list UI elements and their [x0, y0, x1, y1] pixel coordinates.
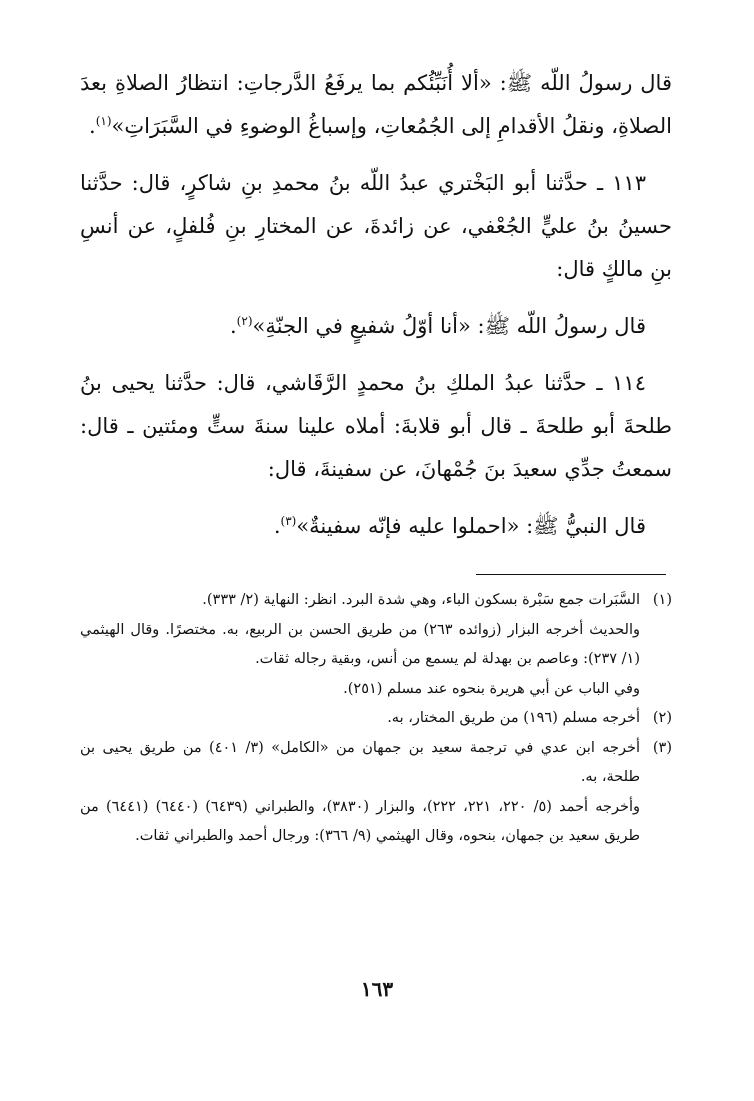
- footnote-line: أخرجه ابن عدي في ترجمة سعيد بن جمهان من «الكامل» (٣/ ٤٠١) من طريق يحيى بن طلحة، به.: [80, 739, 640, 785]
- footnote-1: [80, 586, 672, 704]
- paragraph-hadith-1: [80, 62, 672, 148]
- footnotes: [80, 586, 672, 852]
- paragraph-text: ١١٣ ـ حدَّثنا أبو البَخْتري عبدُ اللّه بنُ محمدِ بنِ شاكرٍ، قال: حدَّثنا حسينُ بنُ عليٍّ الجُعْفي، عن زائدةَ، عن المختارِ بنِ فُلفلٍ، عن أنسِ بنِ مالكٍ قال:: [80, 171, 672, 281]
- paragraph-end: .: [273, 514, 281, 538]
- paragraph-end: .: [229, 314, 237, 338]
- paragraph-text: قال النبيُّ ﷺ: «احملوا عليه فإنّه سفينةٌ»: [296, 514, 646, 538]
- paragraph-hadith-2: [80, 305, 672, 348]
- footnote-ref-2[interactable]: (٢): [236, 314, 253, 328]
- footnote-line: أخرجه مسلم (١٩٦) من طريق المختار، به.: [387, 710, 640, 726]
- paragraph-end: .: [89, 114, 96, 138]
- footnote-ref-1[interactable]: (١): [95, 114, 112, 128]
- paragraph-isnad-113: [80, 162, 672, 291]
- paragraph-hadith-3: [80, 505, 672, 548]
- footnote-number: (١): [652, 592, 672, 608]
- footnote-body: [80, 586, 640, 704]
- footnote-separator: [476, 574, 666, 575]
- paragraph-text: ١١٤ ـ حدَّثنا عبدُ الملكِ بنُ محمدٍ الرَّقَاشي، قال: حدَّثنا يحيى بنُ طلحةَ أبو طلحةَ ـ قال أبو قلابةَ: أملاه علينا سنةَ ستٍّ ومئتين ـ قال: سمعتُ جدِّي سعيدَ بنَ جُمْهانَ، عن سفينةَ، قال:: [80, 371, 672, 481]
- footnote-body: [80, 704, 640, 734]
- footnote-ref-3[interactable]: (٣): [280, 514, 297, 528]
- footnote-2: [80, 704, 672, 734]
- footnote-3: [80, 734, 672, 852]
- footnote-line: السَّبَرات جمع سَبْرة بسكون الباء، وهي شدة البرد. انظر: النهاية (٢/ ٣٣٣).: [202, 592, 640, 608]
- page-number: ١٦٣: [360, 977, 394, 1001]
- footnote-line: وأخرجه أحمد (٥/ ٢٢٠، ٢٢١، ٢٢٢)، والبزار (٣٨٣٠)، والطبراني (٦٤٣٩) (٦٤٤٠) (٦٤٤١) من طريق سعيد بن جمهان، بنحوه، وقال الهيثمي (٩/ ٣٦٦): ورجال أحمد والطبراني ثقات.: [80, 798, 640, 844]
- footnote-number: (٢): [652, 710, 672, 726]
- main-text: [80, 62, 672, 548]
- paragraph-text: قال رسولُ اللّه ﷺ: «ألا أُنَبِّئُكم بما يرفَعُ الدَّرجاتِ: انتظارُ الصلاةِ بعدَ الصلاةِ، ونقلُ الأقدامِ إلى الجُمُعاتِ، وإسباغُ الوضوءِ في السَّبَرَاتِ»: [80, 71, 672, 138]
- footnote-number: (٣): [652, 739, 672, 756]
- footnote-line: وفي الباب عن أبي هريرة بنحوه عند مسلم (٢٥١).: [343, 680, 640, 697]
- footnote-line: والحديث أخرجه البزار (زوائده ٢٦٣) من طريق الحسن بن الربيع، به. مختصرًا. وقال الهيثمي (١/ ٢٣٧): وعاصم بن بهدلة لم يسمع من أنس، وبقية رجاله ثقات.: [80, 621, 641, 667]
- paragraph-text: قال رسولُ اللّه ﷺ: «أنا أوّلُ شفيعٍ في الجنّةِ»: [252, 314, 646, 338]
- footnote-body: [80, 734, 640, 852]
- paragraph-isnad-114: [80, 362, 672, 491]
